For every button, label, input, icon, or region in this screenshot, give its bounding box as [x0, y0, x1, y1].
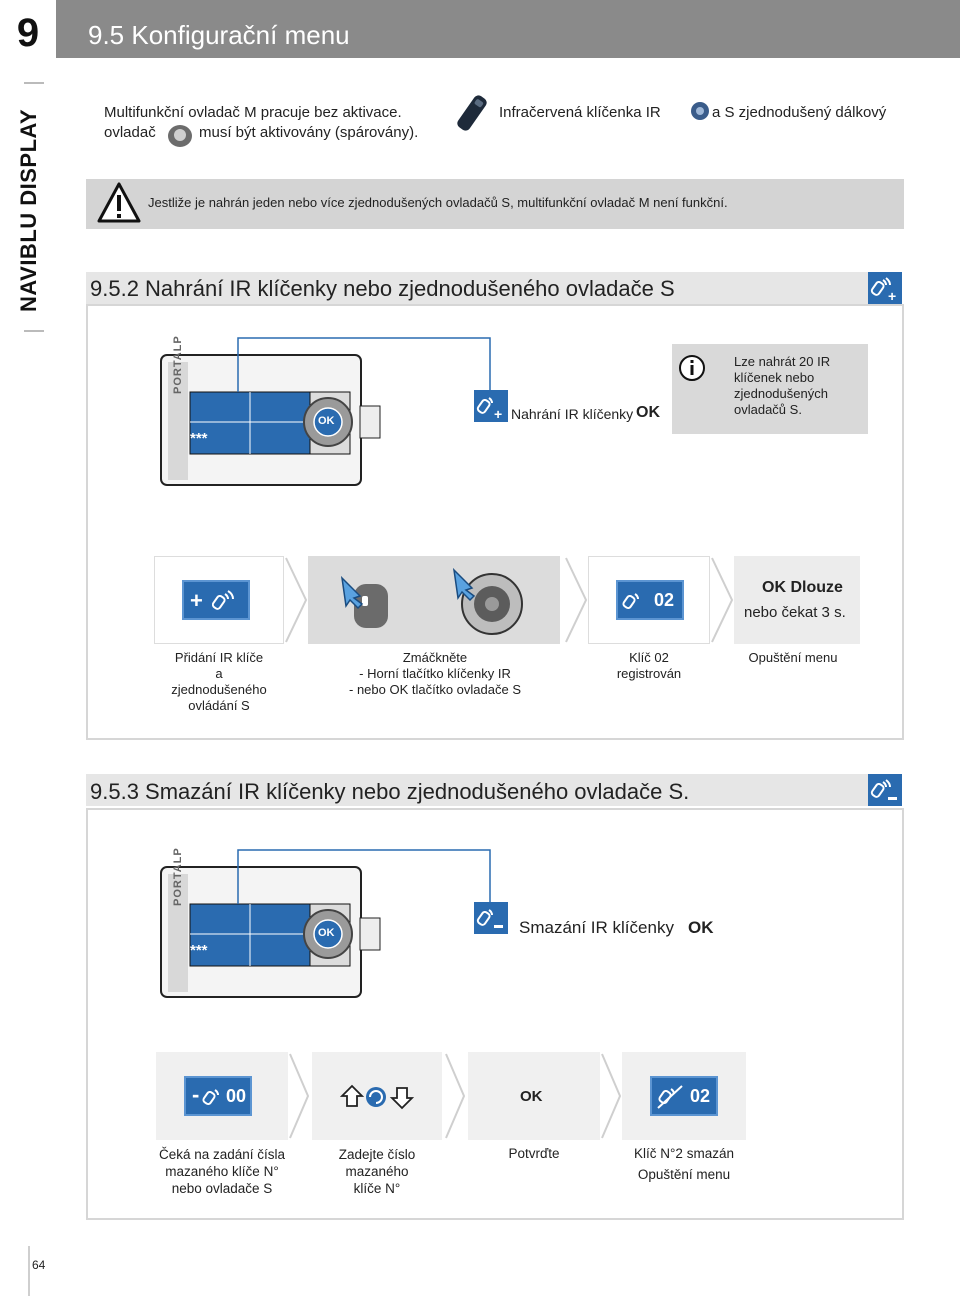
multifunction-remote-icon	[164, 120, 196, 152]
chevron-right-icon	[600, 1052, 622, 1140]
delete-ok-label: OK	[688, 918, 714, 937]
step-4-caption: Opuštění menu	[748, 650, 838, 665]
side-label: NAVIBLU DISPLAY	[16, 108, 41, 312]
chevron-right-icon	[288, 1052, 310, 1140]
simplified-remote-icon	[688, 98, 712, 124]
press-keyfob-icon	[338, 574, 398, 632]
load-ok-label: OK	[636, 404, 660, 421]
svg-text:+: +	[494, 406, 503, 422]
warning-text: Jestliže je nahrán jeden nebo více zjednodušených ovladačů S, multifunkční ovladač M není funkční.	[148, 195, 728, 210]
device-brand: PORTALP	[172, 335, 184, 394]
screen-stars: ***	[190, 430, 208, 447]
del-step-4-tile	[650, 1076, 718, 1116]
side-divider-top	[24, 82, 44, 84]
del-step-2-caption: Zadejte číslo mazaného klíče N°	[338, 1147, 416, 1196]
ir-key-icon	[622, 590, 650, 612]
intro-line1-a: Multifunkční ovladač M pracuje bez aktivace.	[104, 104, 402, 121]
intro-line2-a: ovladač	[104, 124, 156, 141]
screen-stars: ***	[190, 942, 208, 959]
info-icon	[678, 354, 706, 382]
page-number: 64	[32, 1258, 46, 1272]
del-step-4-tile-text: 02	[690, 1086, 711, 1106]
step-3-tile	[616, 580, 684, 620]
svg-text:+: +	[888, 288, 897, 304]
delete-ir-label: Smazání IR klíčenky	[519, 918, 674, 937]
device-ok-key: OK	[318, 415, 335, 427]
step-4-ok-line: OK Dlouze	[762, 579, 843, 596]
del-step-1-caption: Čeká na zadání čísla mazaného klíče N° nebo ovladače S	[158, 1147, 286, 1196]
add-key-icon-small	[474, 390, 508, 422]
chevron-right-icon	[284, 556, 308, 644]
footer-rule	[28, 1246, 30, 1296]
step-1-caption: Přidání IR klíče a zjednodušeného ovládání S	[171, 650, 267, 713]
intro-line1-c: a S zjednodušený dálkový	[712, 104, 887, 121]
ir-keyfob-icon	[452, 92, 492, 134]
remove-key-icon	[868, 774, 902, 806]
callout-line	[232, 846, 494, 906]
step-1-tile	[182, 580, 250, 620]
remove-key-icon-small	[474, 902, 508, 934]
page-title: 9.5 Konfigurační menu	[56, 0, 960, 58]
minus-sign: -	[192, 1082, 200, 1107]
ir-key-icon	[202, 1086, 228, 1108]
del-step-3-caption: Potvrďte	[508, 1146, 560, 1161]
navigation-keys-icon	[340, 1082, 414, 1112]
callout-line	[232, 334, 494, 394]
intro-line2-b: musí být aktivovány (spárovány).	[199, 124, 419, 141]
section-952-title: 9.5.2 Nahrání IR klíčenky nebo zjednodušeného ovladače S	[90, 276, 675, 301]
step-4-wait-line: nebo čekat 3 s.	[744, 604, 846, 621]
chapter-number: 9	[0, 0, 56, 58]
section-953-title: 9.5.3 Smazání IR klíčenky nebo zjednodušeného ovladače S.	[90, 779, 690, 804]
chevron-right-icon	[444, 1052, 466, 1140]
chevron-right-icon	[710, 556, 734, 644]
side-divider-bottom	[24, 330, 44, 332]
chevron-right-icon	[564, 556, 588, 644]
del-step-4-caption-2: Opuštění menu	[637, 1167, 731, 1182]
info-text: Lze nahrát 20 IR klíčenek nebo zjednodušených ovladačů S.	[734, 354, 831, 417]
step-2-caption: Zmáčkněte - Horní tlačítko klíčenky IR - nebo OK tlačítko ovladače S	[349, 650, 521, 697]
del-step-1-tile-text: 00	[226, 1086, 247, 1106]
step-4-panel	[734, 556, 860, 644]
add-key-icon	[868, 272, 902, 304]
step-3-caption: Klíč 02 registrován	[616, 650, 682, 681]
device-ok-key: OK	[318, 927, 335, 939]
key-deleted-icon	[656, 1084, 686, 1110]
del-step-3-tile-text: OK	[520, 1088, 543, 1105]
step-1-tile-text: +	[190, 588, 203, 613]
intro-line1-b: Infračervená klíčenka IR	[499, 104, 661, 121]
press-remote-ok-icon	[448, 566, 532, 636]
load-ir-label: Nahrání IR klíčenky	[511, 406, 634, 422]
device-brand: PORTALP	[172, 847, 184, 906]
del-step-1-tile	[184, 1076, 252, 1116]
del-step-4-caption: Klíč N°2 smazán	[634, 1146, 734, 1161]
step-3-tile-text: 02	[654, 590, 675, 610]
warning-icon	[96, 181, 142, 225]
ir-key-icon	[212, 588, 242, 614]
